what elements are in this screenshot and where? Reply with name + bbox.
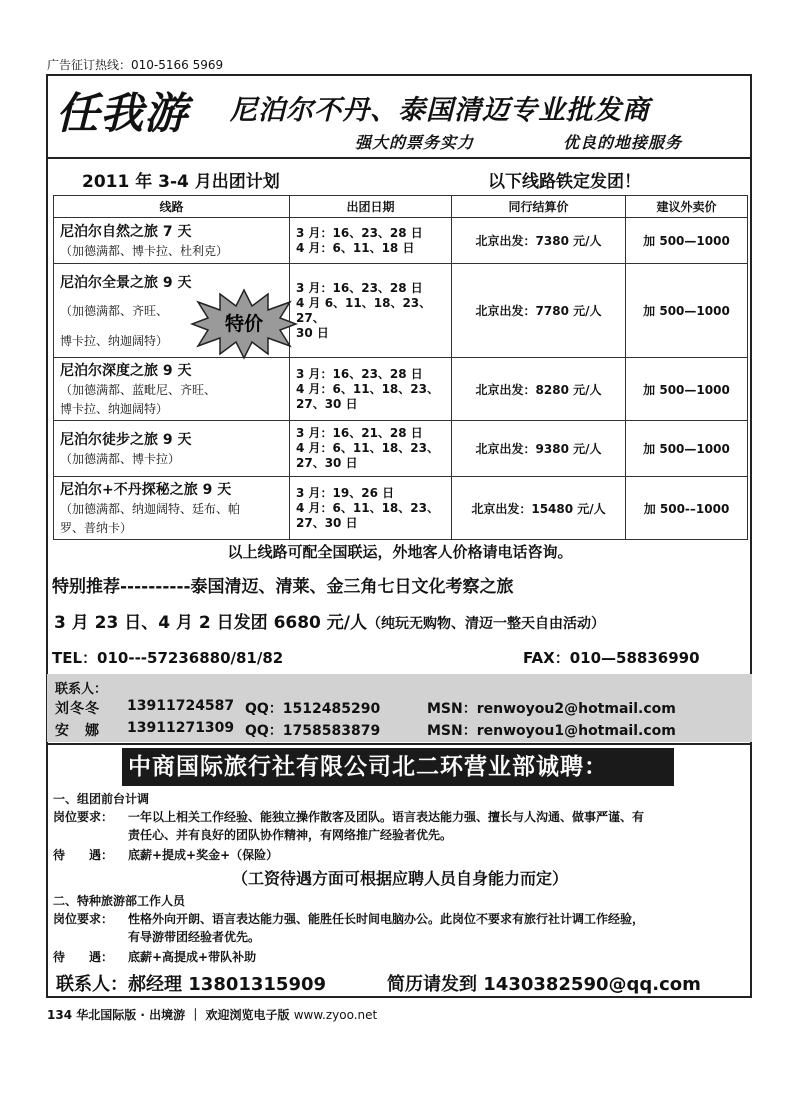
table-row <box>54 477 748 540</box>
job1-req-label: 岗位要求： <box>53 810 114 824</box>
slogan-service: 优良的地接服务 <box>563 133 683 152</box>
contact-phone: 13911271309 <box>127 720 235 736</box>
trade-price: 北京出发：8280 元/人 <box>452 358 626 421</box>
contact-row <box>55 698 745 718</box>
date-line: 4 月：6、11、18、23、 <box>296 441 439 455</box>
header-divider <box>46 157 752 159</box>
feature-departure-note: （纯玩无购物、清迈一整天自由活动） <box>367 616 606 632</box>
date-line: 3 月：16、23、28 日 <box>296 225 423 240</box>
contact-qq: QQ：1512485290 <box>245 701 381 717</box>
route-cities-cont: 博卡拉、纳迦阔特） <box>60 333 169 348</box>
route-cell <box>54 264 290 358</box>
route-cities: （加德满都、博卡拉） <box>60 452 181 466</box>
dates-cell <box>290 358 452 421</box>
route-cell <box>54 358 290 421</box>
date-line: 4 月：6、11、18 日 <box>296 240 415 255</box>
footer-website: www.zyoo.net <box>293 1008 378 1022</box>
dates-cell <box>290 477 452 540</box>
job2-pay-label: 待 遇： <box>53 950 114 964</box>
special-price-label: 特价 <box>224 313 263 335</box>
page-footer <box>47 1006 377 1023</box>
route-cell <box>54 421 290 477</box>
special-price-badge <box>190 288 298 360</box>
dates-cell <box>290 421 452 477</box>
retail-price: 加 500—1000 <box>626 358 748 421</box>
retail-price: 加 500—1000 <box>626 421 748 477</box>
date-line: 4 月：6、11、18、23、 <box>296 500 439 515</box>
table-row <box>54 264 748 358</box>
retail-price: 加 500-–1000 <box>626 477 748 540</box>
fixed-departure-note: 以下线路铁定发团！ <box>488 172 641 192</box>
salary-note: （工资待遇方面可根据应聘人员自身能力而定） <box>232 869 569 888</box>
table-header-row <box>54 196 748 218</box>
route-cities-cont: 博卡拉、纳迦阔特） <box>60 402 169 416</box>
dates-cell <box>290 218 452 264</box>
job1-requirements-cont: 责任心、并有良好的团队协作精神，有网络推广经验者优先。 <box>128 828 453 842</box>
date-line: 3 月：16、23、28 日 <box>296 280 423 295</box>
contact-msn: MSN：renwoyou1@hotmail.com <box>427 723 676 739</box>
fax: FAX：010—58836990 <box>523 649 700 667</box>
job2-pay: 底薪+高提成+带队补助 <box>128 950 257 964</box>
route-cities: （加德满都、蓝毗尼、齐旺、 <box>60 383 217 397</box>
date-line: 4 月 6、11、18、23、27、 <box>296 295 432 325</box>
contact-qq: QQ：1758583879 <box>245 723 381 739</box>
route-cell <box>54 477 290 540</box>
route-name: 尼泊尔全景之旅 9 天 <box>60 274 192 291</box>
date-line: 3 月：19、26 日 <box>296 485 395 500</box>
route-cities-cont: 罗、普纳卡） <box>60 521 133 535</box>
date-line: 30 日 <box>296 325 329 340</box>
job2-req-label: 岗位要求： <box>53 912 114 926</box>
job2-requirements-cont: 有导游带团经验者优先。 <box>128 930 261 944</box>
feature-departure <box>54 608 605 633</box>
recruitment-banner: 中商国际旅行社有限公司北二环营业部诚聘： <box>122 748 674 786</box>
dates-cell <box>290 264 452 358</box>
job1-title: 一、组团前台计调 <box>53 792 150 806</box>
job1-pay: 底薪+提成+奖金+（保险） <box>128 848 279 862</box>
route-cities: （加德满都、纳迦阔特、廷布、帕 <box>60 502 241 516</box>
route-cities: （加德满都、博卡拉、杜利克） <box>60 244 229 258</box>
telephone: TEL：010---57236880/81/82 <box>52 649 284 667</box>
hr-contact: 联系人：郝经理 13801315909 <box>56 974 327 995</box>
table-row <box>54 421 748 477</box>
retail-price: 加 500—1000 <box>626 264 748 358</box>
feature-route: 特别推荐----------泰国清迈、清莱、金三角七日文化考察之旅 <box>52 577 514 597</box>
plan-title: 2011 年 3-4 月出团计划 <box>82 172 280 192</box>
trade-price: 北京出发：15480 元/人 <box>452 477 626 540</box>
slogan-tickets: 强大的票务实力 <box>355 133 475 152</box>
feature-departure-main: 3 月 23 日、4 月 2 日发团 6680 元/人 <box>54 613 368 633</box>
col-route: 线路 <box>54 196 290 218</box>
brand-logo-text: 任我游 <box>56 89 188 139</box>
route-name: 尼泊尔徒步之旅 9 天 <box>60 432 192 448</box>
resume-email: 简历请发到 1430382590@qq.com <box>387 974 701 995</box>
job1-requirements: 一年以上相关工作经验、能独立操作散客及团队。语言表达能力强、擅长与人沟通、做事严谨、有 <box>128 810 645 824</box>
contact-name: 刘冬冬 <box>55 701 100 717</box>
route-cell <box>54 218 290 264</box>
date-line: 27、30 日 <box>296 515 358 530</box>
ad-hotline: 广告征订热线：010-5166 5969 <box>47 58 224 72</box>
table-row <box>54 358 748 421</box>
headline: 尼泊尔不丹、泰国清迈专业批发商 <box>230 95 650 126</box>
section-divider <box>46 743 752 745</box>
route-cities: （加德满都、齐旺、 <box>60 303 169 318</box>
job1-pay-label: 待 遇： <box>53 848 114 862</box>
contact-row <box>55 720 745 740</box>
route-name: 尼泊尔深度之旅 9 天 <box>60 363 192 379</box>
routes-table <box>53 195 748 540</box>
col-trade-price: 同行结算价 <box>452 196 626 218</box>
date-line: 3 月：16、23、28 日 <box>296 366 423 381</box>
col-retail-price: 建议外卖价 <box>626 196 748 218</box>
date-line: 27、30 日 <box>296 396 358 411</box>
trade-price: 北京出发：9380 元/人 <box>452 421 626 477</box>
table-row <box>54 218 748 264</box>
contact-name: 安 娜 <box>55 723 100 739</box>
contacts-label: 联系人： <box>55 682 108 697</box>
route-name: 尼泊尔自然之旅 7 天 <box>60 224 192 240</box>
contact-msn: MSN：renwoyou2@hotmail.com <box>427 701 676 717</box>
retail-price: 加 500—1000 <box>626 218 748 264</box>
trade-price: 北京出发：7780 元/人 <box>452 264 626 358</box>
contact-phone: 13911724587 <box>127 698 235 714</box>
date-line: 4 月：6、11、18、23、 <box>296 381 439 396</box>
date-line: 27、30 日 <box>296 456 358 470</box>
contacts-box <box>47 674 752 742</box>
nationwide-notice: 以上线路可配全国联运，外地客人价格请电话咨询。 <box>227 543 573 561</box>
date-line: 3 月：16、21、28 日 <box>296 426 423 440</box>
col-dates: 出团日期 <box>290 196 452 218</box>
route-name: 尼泊尔+不丹探秘之旅 9 天 <box>60 482 232 498</box>
footer-text: 134 华北国际版 · 出境游 ｜ 欢迎浏览电子版 <box>47 1008 290 1022</box>
job2-requirements: 性格外向开朗、语言表达能力强、能胜任长时间电脑办公。此岗位不要求有旅行社计调工作经验， <box>128 912 645 926</box>
trade-price: 北京出发：7380 元/人 <box>452 218 626 264</box>
job2-title: 二、特种旅游部工作人员 <box>53 894 186 908</box>
